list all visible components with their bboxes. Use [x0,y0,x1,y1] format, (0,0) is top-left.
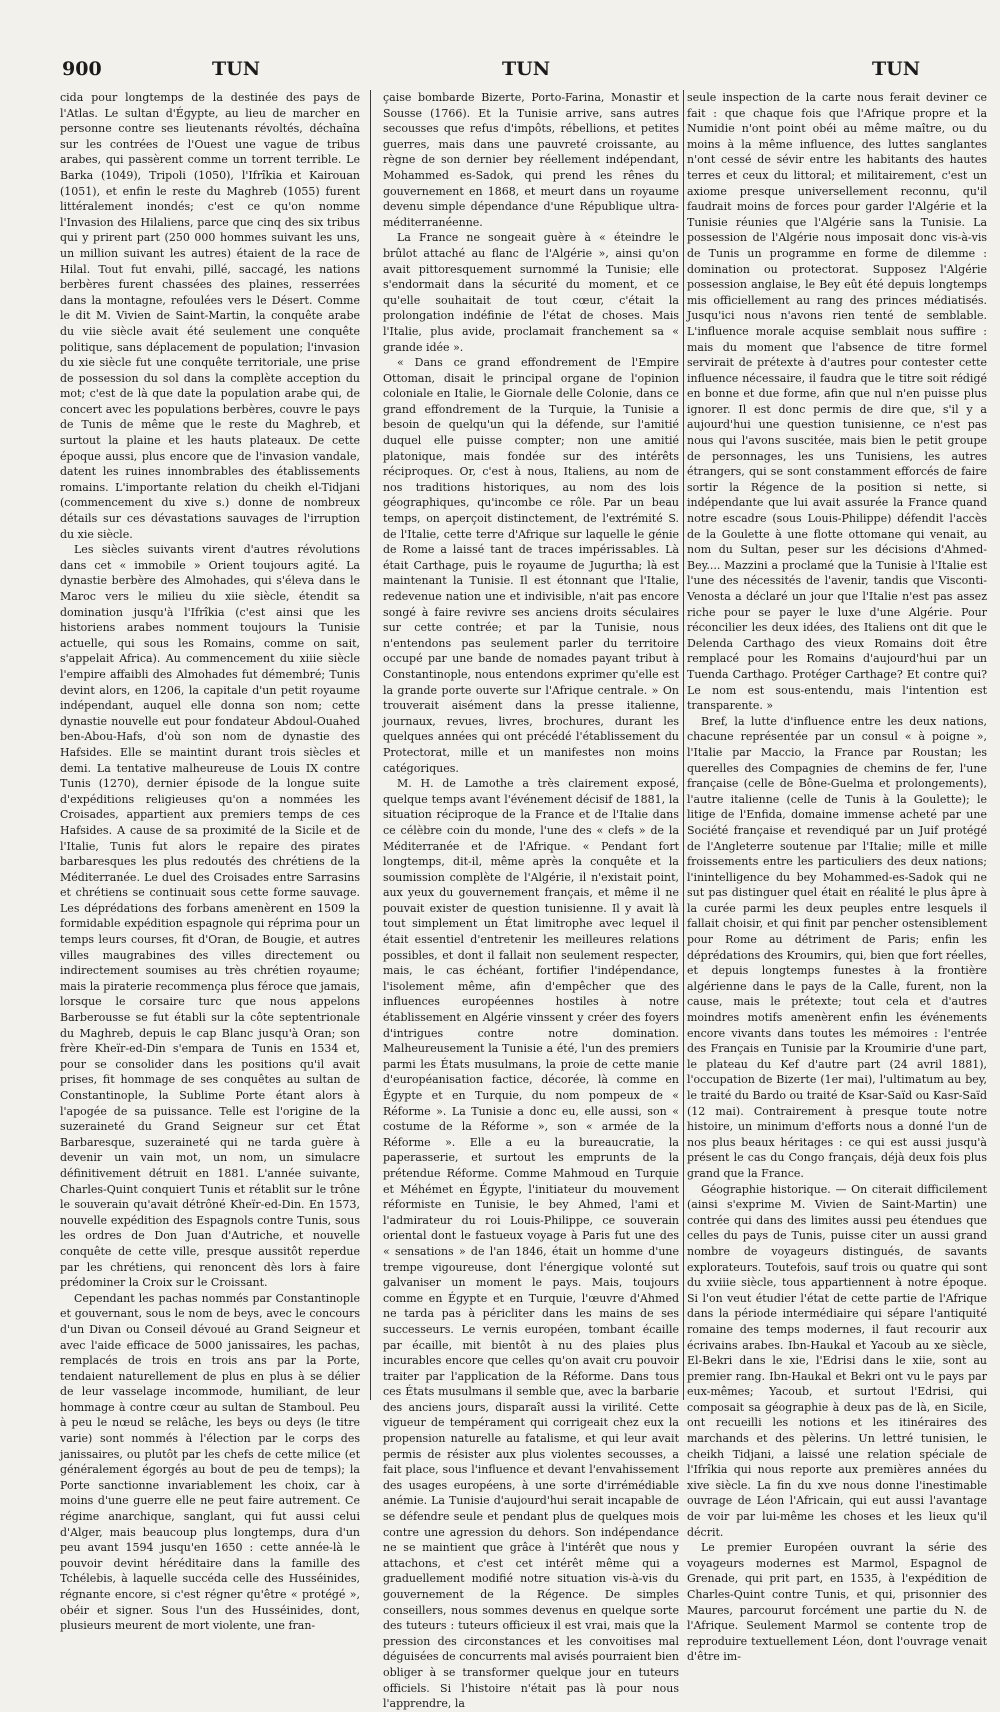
paragraph: M. H. de Lamothe a très clairement exposé, quelque temps avant l'événement décisif de 1881, la situation réciproque de la France et de l'Italie dans ce célèbre coin du monde, l'une des « clefs » de la Méditerranée et de l'Afrique. « Pendant fort longtemps, dit-il, même après la conquête et la soumission complète de l'Algérie, il n'existait point, aux yeux du gouvernement français, et même il ne pouvait exister de question tunisienne. Il y avait là tout simplement un État limitrophe avec lequel il était essentiel d'entretenir les meilleures relations possibles, et dont il fallait non seulement respecter, mais, le cas échéant, fortifier l'indépendance, l'isolement même, afin d'empêcher que des influences européennes hostiles à notre établissement en Algérie vinssent y créer des foyers d'intrigues contre notre domination. Malheureusement la Tunisie a été, l'un des premiers parmi les États musulmans, la proie de cette manie d'européanisation factice, décorée, là comme en Égypte et en Turquie, du nom pompeux de « Réforme ». La Tunisie a donc eu, elle aussi, son « costume de la Réforme », son « armée de la Réforme ». Elle a eu la bureaucratie, la paperasserie, et surtout les emprunts de la prétendue Réforme. Comme Mahmoud en Turquie et Méhémet en Égypte, l'initiateur du mouvement réformiste en Tunisie, le bey Ahmed, l'ami et l'admirateur du roi Louis-Philippe, ce souverain oriental dont le fastueux voyage à Paris fut une des « sensations » de l'an 1846, était un homme d'une trempe vigoureuse, dont l'énergique volonté sut galvaniser un moment le pays. Mais, toujours comme en Égypte et en Turquie, l'œuvre d'Ahmed ne tarda pas à péricliter dans les mains de ses successeurs. Le vernis européen, tombant écaille par écaille, mit bientôt à nu des plaies plus incurables encore que celles qu'on avait cru pouvoir traiter par l'application de la Réforme. Dans tous ces États musulmans il semble que, avec la barbarie des anciens jours, disparaît aussi la virilité. Cette vigueur de tempérament qui corrigeait chez eux la propension naturelle au fatalisme, et qui leur avait permis de résister aux plus violentes secousses, a fait place, sous l'influence et devant l'envahissement des usages européens, à une sorte d'irrémédiable anémie. La Tunisie d'aujourd'hui serait incapable de se défendre seule et pendant plus de quelques mois contre une agression du dehors. Son indépendance ne se maintient que grâce à l'intérêt que nous y attachons, et c'est cet intérêt même qui a graduellement modifié notre situation vis-à-vis du gouvernement de la Régence. De simples conseillers, nous sommes devenus en quelque sorte des tuteurs : tuteurs officieux il est vrai, mais que la pression des circonstances et les convoitises mal déguisées de concurrents mal avisés pourraient bien obliger à se transformer quelque jour en tuteurs officiels. Si l'histoire n'était pas là pour nous l'apprendre, la [383,777,679,1711]
text-column-3 [687,90,987,1664]
text-column-2 [383,90,679,1711]
text-column-1 [60,90,360,1633]
paragraph: Bref, la lutte d'influence entre les deux nations, chacune représentée par un consul « à poigne », l'Italie par Maccio, la France par Roustan; les querelles des Compagnies de chemins de fer, l'une française (celle de Bône-Guelma et prolongements), l'autre italienne (celle de Tunis à la Goulette); le litige de l'Enfida, domaine immense acheté par une Société française et revendiqué par un Juif protégé de l'Angleterre soutenue par l'Italie; mille et mille froissements entre les particuliers des deux nations; l'inintelligence du bey Mohammed-es-Sadok qui ne sut pas distinguer quel était en réalité le plus âpre à la curée parmi les deux peuples entre lesquels il fallait choisir, et qui finit par pencher ostensiblement pour Rome au détriment de Paris; enfin les déprédations des Kroumirs, qui, bien que fort réelles, et depuis longtemps funestes à la frontière algérienne dans le pays de la Calle, furent, non la cause, mais le prétexte; tout cela et d'autres moindres motifs amenèrent enfin les événements encore vivants dans toutes les mémoires : l'entrée des Français en Tunisie par la Kroumirie d'une part, le plateau du Kef d'autre part (24 avril 1881), l'occupation de Bizerte (1er mai), l'ultimatum au bey, le traité du Bardo ou traité de Ksar-Saïd ou Kasr-Saïd (12 mai). Contrairement à presque toute notre histoire, un minimum d'efforts nous a donné l'un de nos plus beaux héritages : ce qui est aussi jusqu'à présent le cas du Congo français, déjà deux fois plus grand que la France. [687,714,987,1180]
paragraph: Cependant les pachas nommés par Constantinople et gouvernant, sous le nom de beys, avec le concours d'un Divan ou Conseil dévoué au Grand Seigneur et avec l'aide efficace de 5000 janissaires, les pachas, remplacés de trois en trois ans par la Porte, tendaient naturellement de plus en plus à se délier de leur vasselage incommode, humiliant, de leur hommage à contre cœur au sultan de Stamboul. Peu à peu le nœud se relâche, les beys ou deys (le titre varie) sont nommés à l'élection par le corps des janissaires, ou plutôt par les chefs de cette milice (et généralement égorgés au bout de peu de temps); la Porte sanctionne invariablement les choix, car à moins d'une guerre elle ne peut faire autrement. Ce régime anarchique, sanglant, qui fut aussi celui d'Alger, mais beaucoup plus longtemps, dura d'un peu avant 1594 jusqu'en 1650 : cette année-là le pouvoir devint héréditaire dans la famille des Tchélebis, à laquelle succéda celle des Husséinides, régnante encore, si c'est régner qu'être « protégé », obéir et signer. Sous l'un des Husséinides, dont, plusieurs meurent de mort violente, une fran- [60,1291,360,1633]
column-divider-2 [683,90,684,1400]
paragraph: cida pour longtemps de la destinée des pays de l'Atlas. Le sultan d'Égypte, au lieu de marcher en personne contre ses lieutenants révoltés, déchaîna sur les contrées de l'Ouest une vague de tribus arabes, qui passèrent comme un torrent terrible. Le Barka (1049), Tripoli (1050), l'Ifrîkia et Kairouan (1051), et enfin le reste du Maghreb (1055) furent littéralement inondés; c'est ce qu'on nomme l'Invasion des Hilaliens, parce que cinq des six tribus qui y prirent part (250 000 hommes suivant les uns, un million suivant les autres) étaient de la race de Hilal. Tout fut envahi, pillé, saccagé, les nations berbères furent chassées des plaines, resserrées dans la montagne, refoulées vers le Désert. Comme le dit M. Vivien de Saint-Martin, la conquête arabe du viie siècle avait été seulement une conquête politique, sans déplacement de population; l'invasion du xie siècle fut une conquête territoriale, une prise de possession du sol dans la complète acception du mot; c'est de là que date la population arabe qui, de concert avec les populations berbères, couvre le pays de Tunis de même que le reste du Maghreb, et surtout la plaine et les hauts plateaux. De cette époque aussi, plus encore que de l'invasion vandale, datent les ruines innombrables des établissements romains. L'importante relation du cheikh el-Tidjani (commencement du xive s.) donne de nombreux détails sur ces dévastations sauvages de l'irruption du xie siècle. [60,91,360,541]
header-right-word: TUN [872,58,921,80]
column-divider-1 [370,90,371,1400]
header-left-word: TUN [212,58,261,80]
paragraph: Les siècles suivants virent d'autres révolutions dans cet « immobile » Orient toujours agité. La dynastie berbère des Almohades, qui s'éleva dans le Maroc vers le milieu du xiie siècle, étendit sa domination jusqu'à l'Ifrîkia (c'est ainsi que les historiens arabes nomment toujours la Tunisie actuelle, qui sous les Romains, comme on sait, s'appelait Africa). Au commencement du xiiie siècle l'empire affaibli des Almohades fut démembré; Tunis devint alors, en 1206, la capitale d'un petit royaume indépendant, auquel elle donna son nom; cette dynastie nouvelle eut pour fondateur Abdoul-Ouahed ben-Abou-Hafs, d'où son nom de dynastie des Hafsides. Elle se maintint durant trois siècles et demi. La tentative malheureuse de Louis IX contre Tunis (1270), dernier épisode de la longue suite d'expéditions religieuses qu'on a nommées les Croisades, appartient aux premiers temps de ces Hafsides. A cause de sa proximité de la Sicile et de l'Italie, Tunis fut alors le repaire des pirates barbaresques les plus redoutés des chrétiens de la Méditerranée. Le duel des Croisades entre Sarrasins et chrétiens se continuait sous cette forme sauvage. Les déprédations des forbans amenèrent en 1509 la formidable expédition espagnole qui réprima pour un temps leurs courses, fit d'Oran, de Bougie, et autres villes maugrabines des villes directement ou indirectement soumises au très chrétien royaume; mais la piraterie recommença plus féroce que jamais, lorsque le corsaire turc que nous appelons Barberousse se fut établi sur la côte septentrionale du Maghreb, depuis le cap Blanc jusqu'à Oran; son frère Kheïr-ed-Din s'empara de Tunis en 1534 et, pour se consolider dans les positions qu'il avait prises, fit hommage de ses conquêtes au sultan de Constantinople, la Sublime Porte étant alors à l'apogée de sa puissance. Telle est l'origine de la suzeraineté du Grand Seigneur sur cet État Barbaresque, suzeraineté qui ne tarda guère à devenir un vain mot, un nom, un simulacre définitivement détruit en 1881. L'année suivante, Charles-Quint conquiert Tunis et rétablit sur le trône le souverain qu'avait détrôné Kheïr-ed-Din. En 1573, nouvelle expédition des Espagnols contre Tunis, sous les ordres de Don Juan d'Autriche, et nouvelle conquête de cette ville, presque aussitôt reperdue par les chrétiens, qui renoncent dès lors à faire prédominer la Croix sur le Croissant. [60,543,360,1290]
header-center-word: TUN [502,58,551,80]
paragraph: La France ne songeait guère à « éteindre le brûlot attaché au flanc de l'Algérie », ainsi qu'on avait pittoresquement surnommé la Tunisie; elle s'endormait dans la sécurité du moment, et ce qu'elle souhaitait de tout cœur, c'était la prolongation indéfinie de l'état de choses. Mais l'Italie, plus avide, proclamait franchement sa « grande idée ». [383,231,679,354]
page-number: 900 [62,58,102,80]
paragraph: Le premier Européen ouvrant la série des voyageurs modernes est Marmol, Espagnol de Grenade, qui prit part, en 1535, à l'expédition de Charles-Quint contre Tunis, et qui, prisonnier des Maures, parcourut forcément une partie du N. de l'Afrique. Seulement Marmol se contente trop de reproduire textuellement Léon, dont l'ouvrage venait d'être im- [687,1541,987,1664]
paragraph: « Dans ce grand effondrement de l'Empire Ottoman, disait le principal organe de l'opinion coloniale en Italie, le Giornale delle Colonie, dans ce grand effondrement de la Turquie, la Tunisie a besoin de quelqu'un qui la défende, sur l'amitié duquel elle puisse compter; non une amitié platonique, mais fondée sur des intérêts réciproques. Or, c'est à nous, Italiens, au nom de nos traditions historiques, au nom des lois géographiques, qu'incombe ce rôle. Par un beau temps, on aperçoit distinctement, de l'extrémité S. de l'Italie, cette terre d'Afrique sur laquelle le génie de Rome a laissé tant de traces impérissables. Là était Carthage, puis le royaume de Jugurtha; là est maintenant la Tunisie. Il est étonnant que l'Italie, redevenue nation une et indivisible, n'ait pas encore songé à faire revivre ses anciens droits séculaires sur cette contrée; et par la Tunisie, nous n'entendons pas seulement parler du territoire occupé par une bande de nomades payant tribut à Constantinople, nous entendons exprimer qu'elle est la grande porte ouverte sur l'Afrique centrale. » On trouverait aisément dans la presse italienne, journaux, revues, livres, brochures, durant les quelques années qui ont précédé l'établissement du Protectorat, mille et un manifestes non moins catégoriques. [383,356,679,775]
paragraph: seule inspection de la carte nous ferait deviner ce fait : que chaque fois que l'Afrique propre et la Numidie n'ont point obéi au même maître, ou du moins à la même influence, des luttes sanglantes n'ont cessé de sévir entre les habitants des hautes terres et ceux du littoral; et militairement, c'est un axiome presque universellement reconnu, qu'il faudrait moins de forces pour garder l'Algérie et la Tunisie réunies que l'Algérie sans la Tunisie. La possession de l'Algérie nous imposait donc vis-à-vis de Tunis un programme en forme de dilemme : domination ou protectorat. Supposez l'Algérie possession anglaise, le Bey eût été depuis longtemps mis officiellement au rang des princes médiatisés. Jusqu'ici nous n'avons rien tenté de semblable. L'influence morale acquise semblait nous suffire : mais du moment que l'absence de titre formel servirait de prétexte à d'autres pour contester cette influence nécessaire, il faudra que le titre soit rédigé en bonne et due forme, afin que nul n'en puisse plus ignorer. Il est donc permis de dire que, s'il y a aujourd'hui une question tunisienne, ce n'est pas nous qui l'avons suscitée, mais bien le petit groupe de personnages, les uns Tunisiens, les autres étrangers, qui se sont constamment efforcés de faire sortir la Régence de la position si nette, si indépendante que lui avait assurée la France quand notre escadre (sous Louis-Philippe) défendit l'accès de la Goulette à une flotte ottomane qui venait, au nom du Sultan, peser sur les décisions d'Ahmed-Bey.... Mazzini a proclamé que la Tunisie à l'Italie est l'une des nécessités de l'avenir, tandis que Visconti-Venosta a déclaré un jour que l'Italie n'est pas assez riche pour se payer le luxe d'une Algérie. Pour réconcilier les deux idées, des Italiens ont dit que le Delenda Carthago des vieux Romains doit être remplacé pour les Romains d'aujourd'hui par un Tuenda Carthago. Protéger Carthage? Et contre qui? Le nom est sous-entendu, mais l'intention est transparente. » [687,91,987,713]
paragraph: Géographie historique. — On citerait difficilement (ainsi s'exprime M. Vivien de Saint-Martin) une contrée qui dans des limites aussi peu étendues que celles du pays de Tunis, puisse citer un aussi grand nombre de voyageurs distingués, de savants explorateurs. Toutefois, sauf trois ou quatre qui sont du xviiie siècle, tous appartiennent à notre époque. Si l'on veut étudier l'état de cette partie de l'Afrique dans la période intermédiaire qui sépare l'antiquité romaine des temps modernes, il faut recourir aux écrivains arabes. Ibn-Haukal et Yacoub au xe siècle, El-Bekri dans le xie, l'Edrisi dans le xiie, sont au premier rang. Ibn-Haukal et Bekri ont vu le pays par eux-mêmes; Yacoub, et surtout l'Edrisi, qui composait sa géographie à deux pas de là, en Sicile, ont recueilli les notions et les itinéraires des marchands et des pèlerins. Un lettré tunisien, le cheikh Tidjani, a laissé une relation spéciale de l'Ifrîkia qui nous reporte aux premières années du xive siècle. La fin du xve nous donne l'inestimable ouvrage de Léon l'Africain, qui eut aussi l'avantage de voir par lui-même les choses et les lieux qu'il décrit. [687,1182,987,1539]
running-header [62,58,942,86]
paragraph: çaise bombarde Bizerte, Porto-Farina, Monastir et Sousse (1766). Et la Tunisie arrive, sans autres secousses que refus d'impôts, rébellions, et petites guerres, mais dans une pauvreté croissante, au règne de son dernier bey réellement indépendant, Mohammed es-Sadok, qui prend les rênes du gouvernement en 1868, et meurt dans un royaume devenu simple dépendance d'une République ultra-méditerranéenne. [383,91,679,229]
